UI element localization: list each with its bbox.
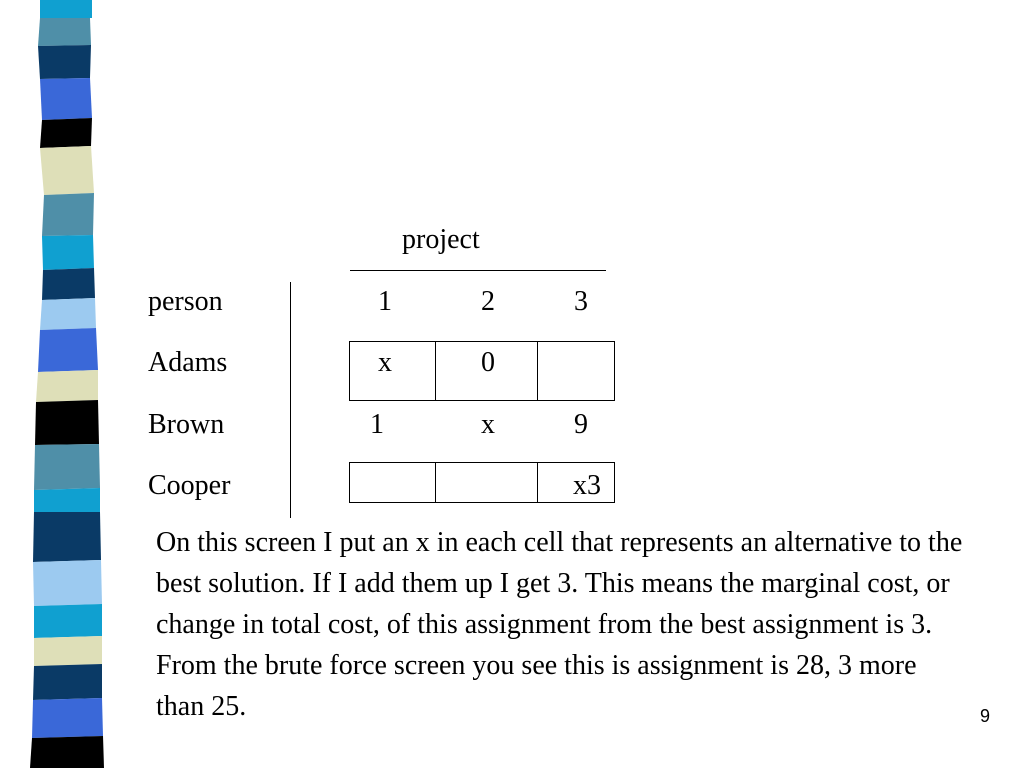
cell-adams-2: 0 (481, 347, 495, 378)
project-underline (350, 270, 606, 271)
row-label-adams: Adams (148, 347, 228, 378)
cell-adams-1: x (378, 347, 392, 378)
row-label-divider (290, 282, 291, 518)
cell-brown-2: x (481, 409, 495, 440)
row-label-cooper: Cooper (148, 470, 231, 501)
cell-cooper-3: x3 (573, 470, 601, 501)
grid-divider (537, 462, 538, 503)
explanation-paragraph: On this screen I put an x in each cell that represents an alternative to the best solution. If I add them up I get 3. This means the marginal cost, or change in total cost, of this assignment from the best assignment is 3. From the brute force screen you see this is assignment is 28, 3 more than 25. (156, 527, 963, 722)
grid-divider (435, 462, 436, 503)
column-header-2: 2 (481, 286, 495, 317)
row-header-person: person (148, 286, 223, 317)
project-header: project (402, 224, 480, 255)
grid-divider (537, 341, 538, 401)
cell-brown-1: 1 (370, 409, 384, 440)
row-label-brown: Brown (148, 409, 225, 440)
decorative-left-strip (0, 0, 110, 768)
grid-divider (435, 341, 436, 401)
column-header-1: 1 (378, 286, 392, 317)
page-number: 9 (979, 706, 990, 726)
cell-brown-3: 9 (574, 409, 588, 440)
column-header-3: 3 (574, 286, 588, 317)
